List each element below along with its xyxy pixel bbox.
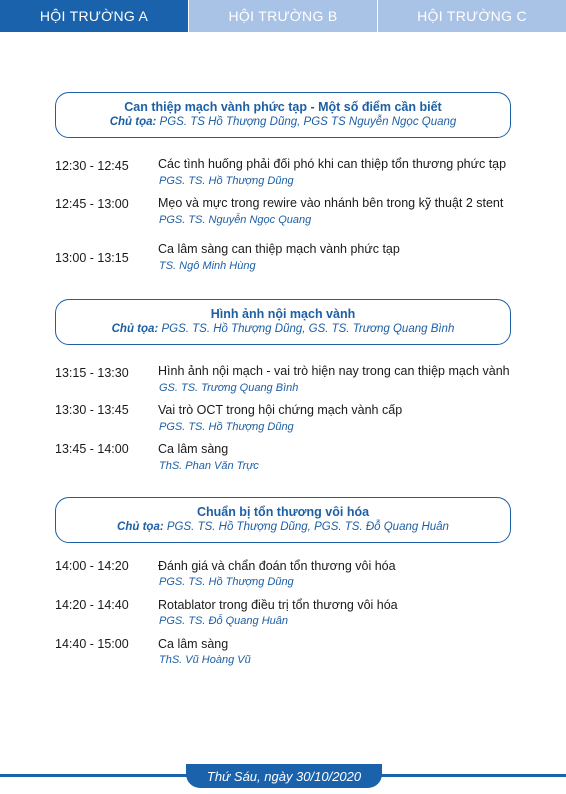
talk-title: Rotablator trong điều trị tổn thương vôi hóa (158, 598, 398, 612)
talk-time: 14:00 - 14:20 (55, 559, 129, 573)
talk-speaker: PGS. TS. Đỗ Quang Huân (159, 615, 289, 627)
talk-speaker: PGS. TS. Hồ Thượng Dũng (159, 421, 294, 433)
talk-time: 14:40 - 15:00 (55, 637, 129, 651)
talk-speaker: PGS. TS. Hồ Thượng Dũng (159, 576, 294, 588)
chair-names: PGS. TS. Hồ Thượng Dũng, PGS. TS. Đỗ Quang Huân (166, 521, 449, 533)
talk-title: Hình ảnh nội mạch - vai trò hiện nay trong can thiệp mạch vành (158, 364, 510, 378)
session-header (55, 299, 511, 345)
session-title: Chuẩn bị tổn thương vôi hóa (196, 505, 370, 519)
talk-title: Ca lâm sàng (158, 442, 229, 456)
session-title: Hình ảnh nội mạch vành (210, 307, 356, 321)
talk-speaker: TS. Ngô Minh Hùng (159, 260, 256, 272)
footer-date: Thứ Sáu, ngày 30/10/2020 (186, 764, 382, 788)
talk-speaker: ThS. Phan Văn Trực (159, 460, 259, 472)
session-chairs (56, 116, 510, 128)
talk-time: 12:30 - 12:45 (55, 159, 129, 173)
talk-title: Các tình huống phải đối phó khi can thiệp tổn thương phức tạp (158, 157, 507, 171)
tab-hall-c[interactable]: HỘI TRƯỜNG C (378, 0, 566, 32)
talk-title: Đánh giá và chẩn đoán tổn thương vôi hóa (158, 559, 396, 573)
hall-tabs (0, 0, 566, 32)
session-title: Can thiệp mạch vành phức tạp - Một số điểm cần biết (124, 100, 442, 114)
talk-speaker: GS. TS. Trương Quang Bình (159, 382, 299, 394)
chair-label: Chủ tọa: (109, 116, 157, 128)
session-chairs (56, 323, 510, 335)
talk-time: 13:30 - 13:45 (55, 403, 129, 417)
tab-hall-a[interactable]: HỘI TRƯỜNG A (0, 0, 189, 32)
chair-label: Chủ tọa: (117, 521, 164, 533)
talk-time: 13:45 - 14:00 (55, 442, 129, 456)
talk-title: Ca lâm sàng can thiệp mạch vành phức tạp (158, 242, 400, 256)
session-header (55, 92, 511, 138)
tab-hall-b[interactable]: HỘI TRƯỜNG B (189, 0, 378, 32)
talk-speaker: ThS. Vũ Hoàng Vũ (159, 654, 251, 666)
session-header (55, 497, 511, 543)
chair-names: PGS. TS. Hồ Thượng Dũng, GS. TS. Trương Quang Bình (161, 323, 455, 335)
talk-time: 12:45 - 13:00 (55, 197, 129, 211)
chair-names: PGS. TS Hồ Thượng Dũng, PGS TS Nguyễn Ngọc Quang (159, 116, 457, 128)
talk-title: Vai trò OCT trong hội chứng mạch vành cấp (158, 403, 403, 417)
talk-time: 13:15 - 13:30 (55, 366, 129, 380)
talk-speaker: PGS. TS. Hồ Thượng Dũng (159, 175, 294, 187)
footer (0, 762, 566, 794)
talk-time: 13:00 - 13:15 (55, 251, 129, 265)
talk-speaker: PGS. TS. Nguyễn Ngọc Quang (159, 214, 312, 226)
chair-label: Chủ tọa: (111, 323, 159, 335)
talk-title: Ca lâm sàng (158, 637, 229, 651)
talk-time: 14:20 - 14:40 (55, 598, 129, 612)
talk-title: Mẹo và mực trong rewire vào nhánh bên trong kỹ thuật 2 stent (158, 196, 504, 210)
session-chairs (56, 521, 510, 533)
